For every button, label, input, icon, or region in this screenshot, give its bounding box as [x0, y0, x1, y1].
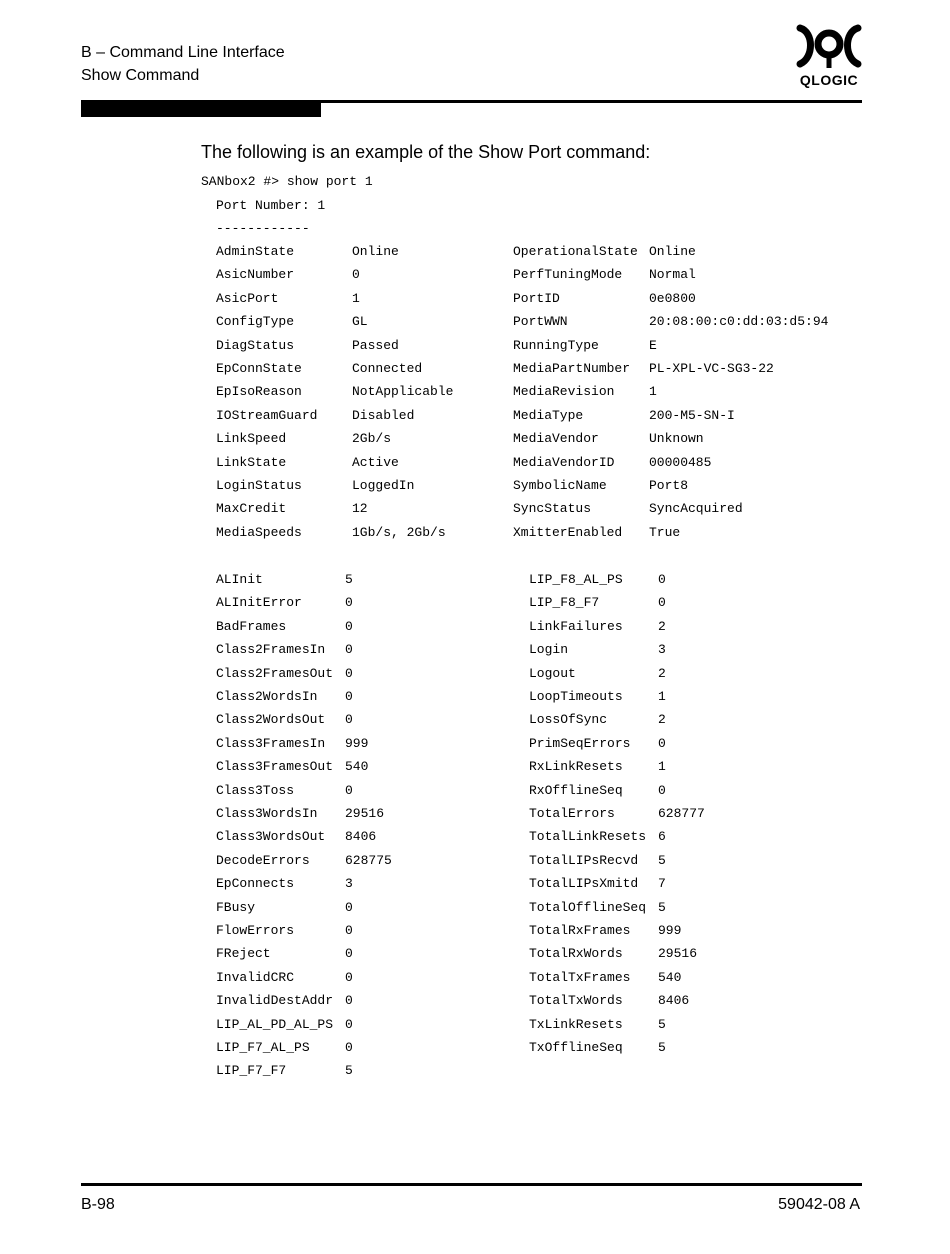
attr-name-right: Login [529, 642, 569, 658]
attr-value-right: 00000485 [649, 454, 712, 470]
attr-name-right: SyncStatus [513, 501, 592, 517]
attr-value: Online [352, 244, 399, 259]
attr-name: LIP_F7_AL_PS [216, 1040, 310, 1055]
attr-value: 0 [345, 665, 353, 681]
attr-name-right: TotalTxWords [529, 993, 623, 1009]
attr-value: 0 [345, 618, 353, 634]
attr-value-right: 1 [658, 689, 666, 704]
attr-value-right: SyncAcquired [649, 501, 743, 517]
attr-value: 29516 [345, 806, 385, 821]
attr-name-right: RunningType [513, 337, 599, 353]
attr-value: Disabled [352, 407, 415, 423]
attr-value: 540 [345, 759, 369, 775]
attr-name: ALInitError [216, 595, 302, 611]
attr-name-right: TotalRxWords [529, 946, 623, 962]
attr-name: FBusy [216, 899, 256, 915]
attr-name-right: TotalTxFrames [529, 969, 631, 985]
attr-value: 0 [345, 923, 353, 938]
attr-name-right: PrimSeqErrors [529, 735, 631, 751]
attr-name: Class3FramesOut [216, 759, 334, 775]
attr-name: Class2FramesOut [216, 665, 334, 681]
attr-name: MaxCredit [216, 501, 287, 517]
port-number-line: Port Number: 1 [216, 198, 326, 213]
attr-value: 3 [345, 876, 353, 892]
attr-value-right: 0 [658, 595, 666, 611]
logo-wordmark: QLOGIC [799, 72, 859, 88]
attr-value: 0 [345, 712, 353, 728]
attr-name: FlowErrors [216, 923, 295, 938]
attr-value: 0 [345, 1040, 353, 1055]
attr-name-right: TotalLIPsRecvd [529, 852, 639, 868]
attr-value-right: 6 [658, 829, 666, 845]
attr-name-right: TotalLinkResets [529, 829, 647, 845]
attr-name-right: LossOfSync [529, 712, 608, 728]
attr-name: Class2WordsOut [216, 712, 326, 728]
attr-value-right: Normal [649, 267, 696, 283]
document-id: 59042-08 A [778, 1196, 860, 1213]
attr-value-right: 29516 [658, 946, 698, 962]
attr-value-right: 0e0800 [649, 290, 696, 306]
attr-name: ALInit [216, 572, 263, 587]
attr-value: 0 [345, 782, 353, 798]
attr-name-right: LIP_F8_F7 [529, 595, 600, 611]
attr-name-right: SymbolicName [513, 478, 607, 493]
attr-name-right: TxLinkResets [529, 1016, 623, 1032]
attr-name: AdminState [216, 244, 295, 259]
command-line: SANbox2 #> show port 1 [201, 174, 373, 189]
attr-name: EpConnects [216, 876, 295, 892]
header-subtitle: Show Command [81, 67, 200, 84]
attr-name-right: MediaRevision [513, 384, 615, 400]
header-bar [81, 103, 321, 117]
attr-value-right: 5 [658, 1040, 666, 1055]
attr-name: EpConnState [216, 361, 302, 376]
attr-value: Passed [352, 337, 399, 353]
attr-name: DiagStatus [216, 337, 295, 353]
attr-name-right: TotalLIPsXmitd [529, 876, 639, 892]
attr-name: LoginStatus [216, 478, 302, 493]
attr-value-right: PL-XPL-VC-SG3-22 [649, 361, 774, 376]
attr-value-right: 0 [658, 782, 666, 798]
attr-name-right: Logout [529, 665, 576, 681]
attr-name-right: TxOfflineSeq [529, 1040, 623, 1055]
attr-value: 2Gb/s [352, 431, 392, 447]
intro-text: The following is an example of the Show Port command: [201, 142, 651, 162]
attr-name: AsicNumber [216, 267, 295, 283]
qlogic-mark-icon [792, 22, 866, 72]
attr-value-right: E [649, 337, 657, 353]
attr-value: 0 [345, 642, 353, 658]
attr-name-right: TotalOfflineSeq [529, 899, 647, 915]
attr-value: 5 [345, 1063, 353, 1079]
attr-name: Class3WordsIn [216, 806, 318, 821]
attr-value: 0 [345, 969, 353, 985]
attr-name-right: MediaVendor [513, 431, 599, 447]
attr-name: LinkState [216, 454, 287, 470]
attr-value-right: 0 [658, 572, 666, 587]
attr-value-right: 628777 [658, 806, 705, 821]
attr-value: 5 [345, 572, 353, 587]
attr-value-right: 2 [658, 665, 666, 681]
attr-name-right: XmitterEnabled [513, 524, 623, 540]
attr-value: 12 [352, 501, 368, 517]
attr-name-right: TotalErrors [529, 806, 615, 821]
attr-value-right: Unknown [649, 431, 704, 447]
attr-name-right: PortID [513, 290, 560, 306]
attr-value: 0 [352, 267, 360, 283]
attr-value-right: 1 [658, 759, 666, 775]
attr-name: InvalidDestAddr [216, 993, 334, 1009]
attr-name: LinkSpeed [216, 431, 287, 447]
attr-name: DecodeErrors [216, 852, 310, 868]
attr-name: FReject [216, 946, 271, 962]
footer-rule [81, 1183, 862, 1186]
attr-value-right: 0 [658, 735, 666, 751]
attr-value-right: 5 [658, 1016, 666, 1032]
attr-name: LIP_AL_PD_AL_PS [216, 1016, 334, 1032]
header-title: B – Command Line Interface [81, 44, 285, 61]
attr-name-right: LoopTimeouts [529, 689, 623, 704]
attr-value-right: 1 [649, 384, 657, 400]
attr-value-right: Online [649, 244, 696, 259]
attr-value: 0 [345, 689, 353, 704]
attr-name: Class2WordsIn [216, 689, 318, 704]
attr-value-right: 2 [658, 618, 666, 634]
attr-value: LoggedIn [352, 478, 415, 493]
attr-name-right: OperationalState [513, 244, 638, 259]
attr-name-right: MediaType [513, 407, 584, 423]
attr-name: AsicPort [216, 290, 279, 306]
attr-name-right: MediaPartNumber [513, 361, 631, 376]
attr-name-right: PerfTuningMode [513, 267, 623, 283]
attr-name: MediaSpeeds [216, 524, 302, 540]
attr-name: LIP_F7_F7 [216, 1063, 287, 1079]
attr-value-right: 20:08:00:c0:dd:03:d5:94 [649, 314, 829, 330]
attr-name: InvalidCRC [216, 969, 295, 985]
attr-name: BadFrames [216, 618, 287, 634]
page-number: B-98 [81, 1196, 115, 1213]
attr-value-right: 8406 [658, 993, 690, 1009]
attr-name-right: LinkFailures [529, 618, 623, 634]
attr-value: 0 [345, 1016, 353, 1032]
attr-value-right: 2 [658, 712, 666, 728]
attr-name-right: PortWWN [513, 314, 568, 330]
attr-value-right: 5 [658, 899, 666, 915]
attr-name: Class2FramesIn [216, 642, 326, 658]
attr-value-right: 5 [658, 852, 666, 868]
attr-value-right: 7 [658, 876, 666, 892]
attr-name: Class3FramesIn [216, 735, 326, 751]
attr-name: Class3Toss [216, 782, 295, 798]
attr-name-right: TotalRxFrames [529, 923, 631, 938]
attr-value: 0 [345, 899, 353, 915]
attr-name-right: RxLinkResets [529, 759, 623, 775]
attr-value: Connected [352, 361, 423, 376]
separator-dashes: ------------ [216, 221, 310, 236]
attr-value: 8406 [345, 829, 377, 845]
attr-value: NotApplicable [352, 384, 454, 400]
attr-value-right: 3 [658, 642, 666, 658]
attr-value: 1 [352, 290, 360, 306]
attr-name: Class3WordsOut [216, 829, 326, 845]
qlogic-logo [792, 22, 866, 92]
attr-value-right: Port8 [649, 478, 689, 493]
attr-name: ConfigType [216, 314, 295, 330]
attr-name: EpIsoReason [216, 384, 302, 400]
attr-value-right: 999 [658, 923, 682, 938]
attr-value: Active [352, 454, 399, 470]
attr-name: IOStreamGuard [216, 407, 318, 423]
attr-value: 999 [345, 735, 369, 751]
attr-value-right: 540 [658, 969, 682, 985]
attr-name-right: RxOfflineSeq [529, 782, 623, 798]
attr-value: 1Gb/s, 2Gb/s [352, 524, 446, 540]
attr-value-right: 200-M5-SN-I [649, 407, 735, 423]
attr-value: 0 [345, 993, 353, 1009]
attr-value: GL [352, 314, 368, 330]
attr-value: 0 [345, 946, 353, 962]
attr-value: 628775 [345, 852, 392, 868]
attr-value: 0 [345, 595, 353, 611]
attr-value-right: True [649, 524, 681, 540]
attr-name-right: MediaVendorID [513, 454, 615, 470]
attr-name-right: LIP_F8_AL_PS [529, 572, 623, 587]
